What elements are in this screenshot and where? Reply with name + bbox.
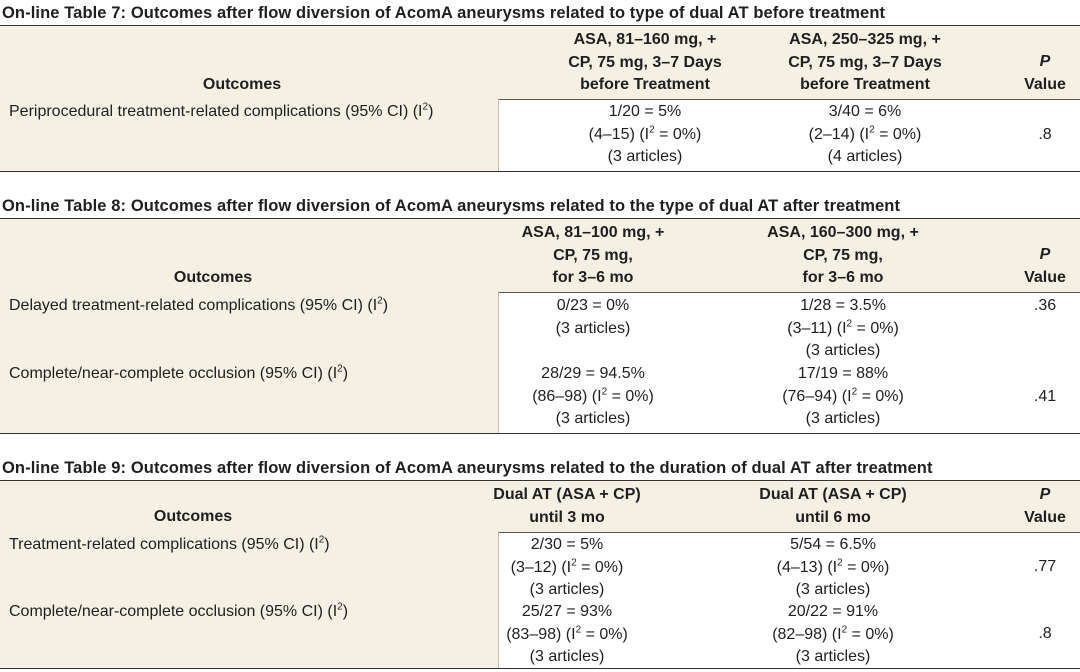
table9-row2-label: Complete/near-complete occlusion (95% CI) $(I^2)$ [9,601,349,620]
table7-divider [498,98,499,171]
table8-row1-label: Delayed treatment-related complications (95% CI) $(I^2)$ [9,295,389,314]
table7-row1-label: Periprocedural treatment-related complications (95% CI) $(I^2)$ [9,101,434,120]
table8-caption: On-line Table 8: Outcomes after flow diversion of AcomA aneurysms related to the type of dual AT after treatment [2,197,901,215]
table7-col1-header: ASA, 81–160 mg, + CP, 75 mg, 3–7 Days before Treatment [568,31,722,93]
table9-caption: On-line Table 9: Outcomes after flow diversion of AcomA aneurysms related to the duration of dual AT after treatment [2,459,933,477]
table7-row1-p: .8 [1038,126,1052,143]
table8-col2-header: ASA, 160–300 mg, + CP, 75 mg, for 3–6 mo [767,224,919,286]
table8-row2-label: Complete/near-complete occlusion (95% CI) $(I^2)$ [9,363,349,382]
table8-row1-col1: 0/23 = 0% (3 articles) [555,297,631,337]
table9-row1-col2: 5/54 = 6.5% (4–13) $(I^2 = 0\%)$ (3 articles) [776,536,890,598]
table9-row2-col1: 25/27 = 93% (83–98) $(I^2 = 0\%)$ (3 articles) [506,603,628,665]
table9-p-header: P Value [1024,486,1066,526]
table8-row2-p: .41 [1033,388,1057,405]
table9-row1-label: Treatment-related complications (95% CI) $(I^2)$ [9,534,330,553]
table8-outcomes-header: Outcomes [173,269,253,286]
table8-col1-header: ASA, 81–100 mg, + CP, 75 mg, for 3–6 mo [521,224,665,286]
table9-col1-header: Dual AT (ASA + CP) until 3 mo [493,486,641,526]
table9-row1-p: .77 [1033,558,1057,575]
table8-row2-col2: 17/19 = 88% (76–94) $(I^2 = 0\%)$ (3 articles) [782,365,904,427]
table7-col2-header: ASA, 250–325 mg, + CP, 75 mg, 3–7 Days before Treatment [788,31,942,93]
table9-outcomes-header: Outcomes [153,508,233,525]
table7-row1-col2: 3/40 = 6% (2–14) $(I^2 = 0\%)$ (4 articles) [808,103,922,165]
table9-col2-header: Dual AT (ASA + CP) until 6 mo [759,486,907,526]
table7-row1-col1: 1/20 = 5% (4–15) $(I^2 = 0\%)$ (3 articles) [588,103,702,165]
table7-caption: On-line Table 7: Outcomes after flow diversion of AcomA aneurysms related to type of dual AT before treatment [2,4,886,22]
table9-row2-p: .8 [1038,625,1052,642]
table8-p-header: P Value [1024,246,1066,286]
table8-row2-col1: 28/29 = 94.5% (86–98) $(I^2 = 0\%)$ (3 articles) [532,365,654,427]
table7-outcomes-header: Outcomes [202,76,282,93]
table8-row1-p: .36 [1033,297,1057,314]
table8-row1-col2: 1/28 = 3.5% (3–11) $(I^2 = 0\%)$ (3 articles) [787,297,899,359]
table9-row2-col2: 20/22 = 91% (82–98) $(I^2 = 0\%)$ (3 articles) [772,603,894,665]
table7-p-header: P Value [1024,53,1066,93]
table9-row1-col1: 2/30 = 5% (3–12) $(I^2 = 0\%)$ (3 articles) [510,536,624,598]
